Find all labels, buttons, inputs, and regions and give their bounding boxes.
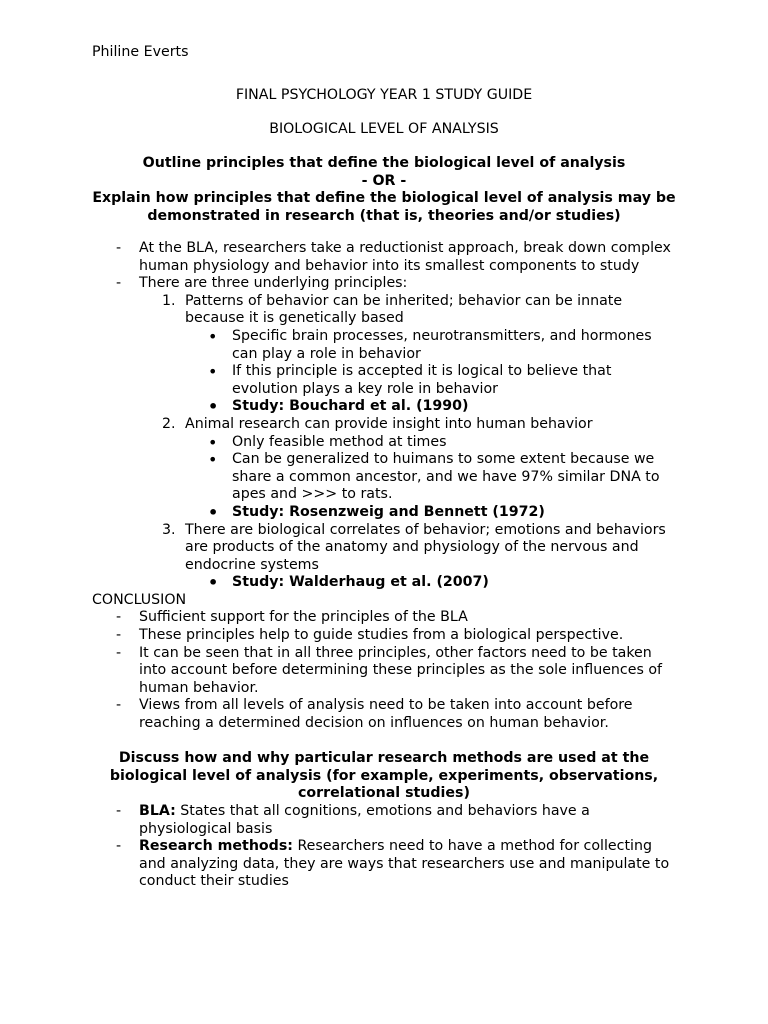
list-item <box>92 803 676 838</box>
question-one-or: - OR - <box>361 172 407 189</box>
list-item: - It can be seen that in all three principles, other factors need to be taken into account before determining these principles as the sole influences of human behavior. <box>92 645 676 698</box>
question-two: Discuss how and why particular research methods are used at the biological level of analysis (for example, experiments, observations, correlational studies) <box>109 750 659 802</box>
method-text: Researchers need to have a method for collecting and analyzing data, they are ways that researchers use and manipulate to conduct their studies <box>139 838 670 890</box>
principle-number: 2. <box>162 415 176 432</box>
bullet-item: • Only feasible method at times <box>92 434 676 452</box>
list-item: - Sufficient support for the principles of the BLA <box>92 609 676 627</box>
list-item <box>92 838 676 891</box>
question-one <box>92 155 676 225</box>
bullet-item: • Can be generalized to huimans to some extent because we share a common ancestor, and we have 97% similar DNA to apes and >>> to rats. <box>92 451 676 504</box>
study-bullet: • Study: Rosenzweig and Bennett (1972) <box>92 504 676 522</box>
bullet-item: • Specific brain processes, neurotransmitters, and hormones can play a role in behavior <box>92 328 676 363</box>
principle-item <box>92 293 676 328</box>
principle-item <box>92 416 676 434</box>
document-body <box>92 240 676 891</box>
study-bullet: • Study: Bouchard et al. (1990) <box>92 398 676 416</box>
author-name: Philine Everts <box>92 44 189 60</box>
principle-number: 3. <box>162 521 176 538</box>
list-item: - These principles help to guide studies from a biological perspective. <box>92 627 676 645</box>
document-title: FINAL PSYCHOLOGY YEAR 1 STUDY GUIDE <box>235 87 533 103</box>
list-item: - Views from all levels of analysis need to be taken into account before reaching a determined decision on influences on human behavior. <box>92 697 676 732</box>
section-title: BIOLOGICAL LEVEL OF ANALYSIS <box>269 121 499 137</box>
principle-text: Patterns of behavior can be inherited; behavior can be innate because it is genetically based <box>185 292 623 327</box>
bullet-item: • If this principle is accepted it is logical to believe that evolution plays a key role in behavior <box>92 363 676 398</box>
principle-number: 1. <box>162 292 176 309</box>
question-one-line1: Outline principles that define the biological level of analysis <box>142 155 626 171</box>
study-bullet: • Study: Walderhaug et al. (2007) <box>92 574 676 592</box>
principle-text: There are biological correlates of behavior; emotions and behaviors are products of the anatomy and physiology of the nervous and endocrine systems <box>185 521 666 573</box>
principle-text: Animal research can provide insight into human behavior <box>185 415 593 432</box>
method-term: BLA: <box>139 803 176 819</box>
principle-item <box>92 522 676 575</box>
method-term: Research methods: <box>139 838 293 855</box>
conclusion-heading: CONCLUSION <box>92 591 187 608</box>
method-text: States that all cognitions, emotions and behaviors have a physiological basis <box>139 803 590 837</box>
list-item: - At the BLA, researchers take a reductionist approach, break down complex human physiology and behavior into its smallest components to study <box>92 240 676 275</box>
question-one-line2: Explain how principles that define the biological level of analysis may be demonstrated in research (that is, theories and/or studies) <box>92 190 676 224</box>
list-item: - There are three underlying principles: <box>92 275 676 293</box>
